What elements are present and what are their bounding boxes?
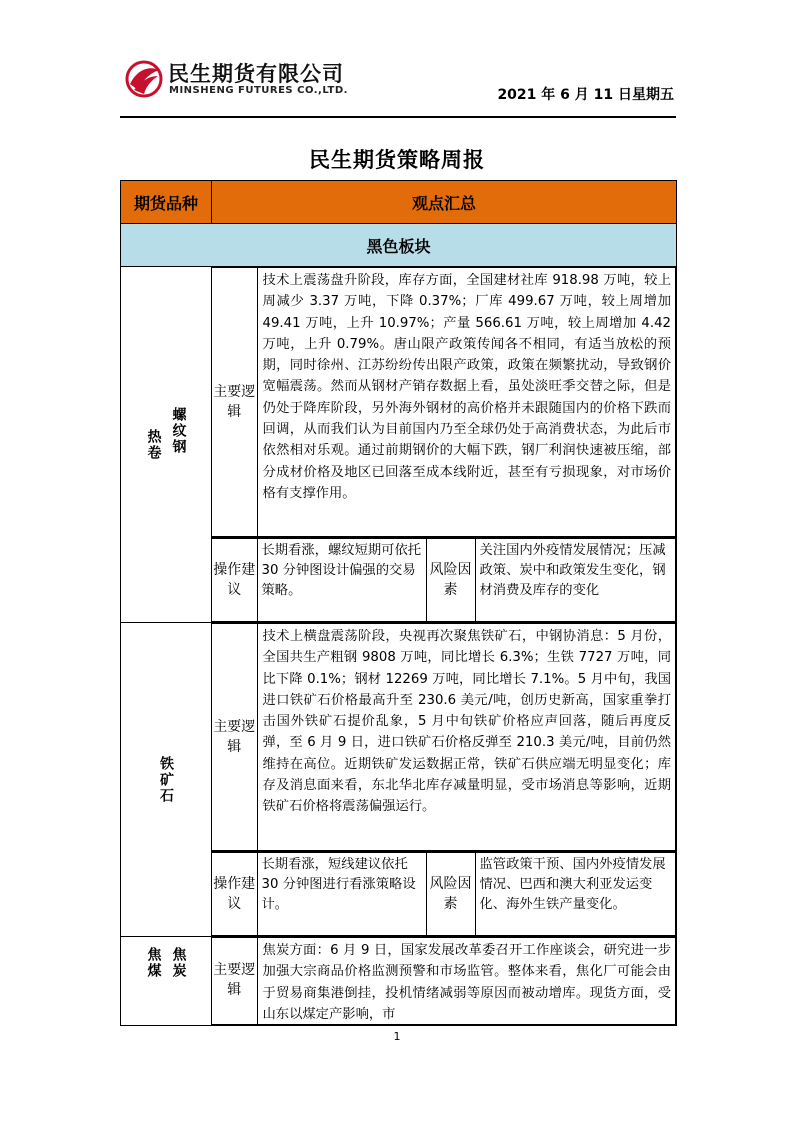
table-row — [121, 623, 677, 852]
table-header-row — [121, 181, 677, 224]
section-row — [121, 224, 677, 267]
op-label: 操作建议 — [212, 853, 257, 936]
op-risk-cell — [212, 538, 677, 623]
product-cell — [121, 623, 212, 937]
strategy-table — [120, 180, 677, 1026]
minsheng-logo-icon — [124, 60, 164, 98]
product-name: 焦炭 — [170, 947, 187, 979]
col-header-product: 期货品种 — [121, 181, 212, 224]
logic-label: 主要逻辑 — [212, 938, 257, 1025]
risk-label: 风险因素 — [426, 539, 475, 622]
logic-text: 技术上震荡盘升阶段，库存方面，全国建材社库 918.98 万吨，较上周减少 3.37 万吨，下降 0.37%；厂库 499.67 万吨，较上周增加 49.41 万吨，上升 10.97%；产量 566.61 万吨，较上周增加 4.42 万吨，上升 0.79%。唐山限产政策传闻各不相同，有适当放松的预期，同时徐州、江苏纷纷传出限产政策，政策在频繁扰动，导致钢价宽幅震荡。然而从钢材产销存数据上看，虽处淡旺季交替之际，但是仍处于降库阶段，另外海外钢材的高价格并未跟随国内的价格下跌而回调，从而我们认为目前国内乃至全球仍处于高消费状态，为此后市依然相对乐观。通过前期钢价的大幅下跌，钢厂利润快速被压缩，部分成材价格及地区已回落至成本线附近，甚至有亏损现象，对市场价格有支撑作用。 — [257, 268, 676, 537]
product-name: 螺纹钢 — [170, 406, 187, 455]
logic-cell — [212, 937, 677, 1026]
product-name: 热卷 — [145, 428, 162, 461]
op-text: 长期看涨，螺纹短期可依托 30 分钟图设计偏强的交易策略。 — [257, 539, 426, 622]
logic-label: 主要逻辑 — [212, 624, 257, 851]
op-label: 操作建议 — [212, 539, 257, 622]
logic-text: 技术上横盘震荡阶段，央视再次聚焦铁矿石，中钢协消息：5 月份，全国共生产粗钢 9808 万吨，同比增长 6.3%；生铁 7727 万吨，同比下降 0.1%；钢材 12269 万吨，同比增长 7.1%。5 月中旬，我国进口铁矿石价格最高升至 230.6 美元/吨，创历史新高，国家重拳打击国外铁矿石提价乱象，5 月中旬铁矿价格应声回落，随后再度反弹，至 6 月 9 日，进口铁矿石价格反弹至 210.3 美元/吨，目前仍然维持在高位。近期铁矿发运数据正常，铁矿石供应端无明显变化；库存及消息面来看，东北华北库存减量明显，受市场消息等影响，近期铁矿石价格将震荡偏强运行。 — [257, 624, 676, 851]
risk-text: 监管政策干预、国内外疫情发展情况、巴西和澳大利亚发运变化、海外生铁产量变化。 — [475, 853, 676, 936]
page-number: 1 — [393, 1030, 401, 1043]
logic-text — [257, 938, 676, 1025]
header-rule — [120, 116, 676, 118]
company-name-en: MINSHENG FUTURES CO.,LTD. — [169, 85, 348, 96]
op-risk-cell — [212, 852, 677, 937]
logic-cell — [212, 267, 677, 538]
logic-text-clip: 焦炭方面：6 月 9 日，国家发展改革委召开工作座谈会，研究进一步加强大宗商品价格监测预警和市场监管。整体来看，焦化厂可能会由于贸易商集港倒挂，投机情绪减弱等原因而被动增库。现货方面，受山东以煤定产影响，市 — [262, 943, 671, 1022]
product-name: 铁矿石 — [158, 755, 174, 804]
logic-label: 主要逻辑 — [212, 268, 257, 537]
company-name-cn: 民生期货有限公司 — [168, 62, 344, 86]
report-title: 民生期货策略周报 — [309, 148, 485, 172]
logic-cell — [212, 623, 677, 852]
table-row — [121, 937, 677, 1026]
product-cell — [121, 267, 212, 623]
product-name: 焦煤 — [145, 947, 162, 979]
risk-text: 关注国内外疫情发展情况；压减政策、炭中和政策发生变化，钢材消费及库存的变化 — [475, 539, 676, 622]
col-header-summary: 观点汇总 — [212, 181, 677, 224]
op-text: 长期看涨，短线建议依托 30 分钟图进行看涨策略设计。 — [257, 853, 426, 936]
product-cell — [121, 937, 212, 1026]
report-date: 2021 年 6 月 11 日星期五 — [497, 87, 674, 103]
company-logo — [124, 58, 364, 102]
section-title: 黑色板块 — [121, 224, 677, 267]
page-header — [0, 0, 794, 120]
risk-label: 风险因素 — [426, 853, 475, 936]
table-row — [121, 267, 677, 538]
